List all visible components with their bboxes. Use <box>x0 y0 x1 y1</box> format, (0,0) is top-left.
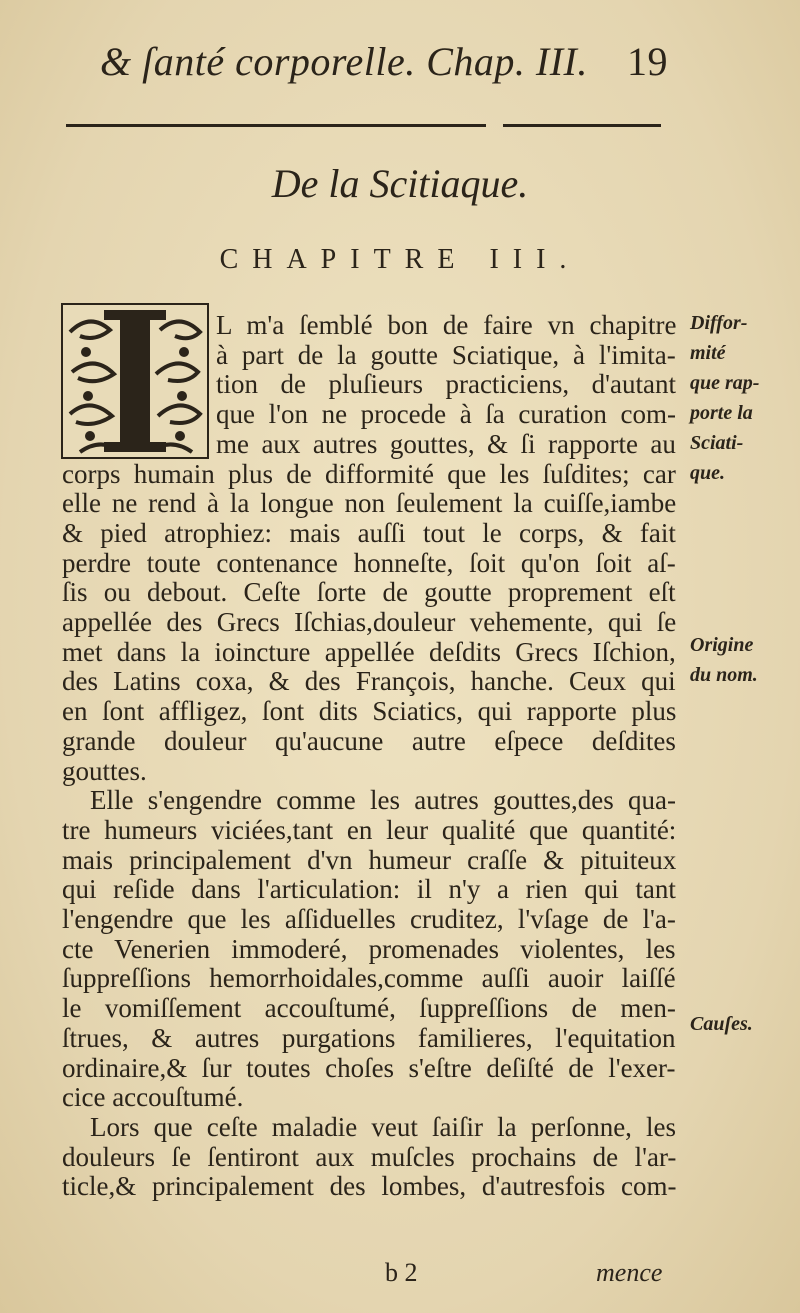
margin-note: Diffor- <box>690 312 748 334</box>
text-line: gouttes. <box>62 755 147 786</box>
text-line: Elle s'engendre comme les autres gouttes,des qua- <box>90 785 676 816</box>
text-line: ſis ou debout. Ceſte ſorte de goutte proprement eſt <box>62 577 676 608</box>
text-line: cte Venerien immoderé, promenades violentes, les <box>62 933 676 964</box>
margin-note: du nom. <box>690 664 758 686</box>
text-line: que l'on ne procede à ſa curation com- <box>216 399 676 430</box>
header-rule-right <box>503 124 661 127</box>
catchword: mence <box>596 1258 663 1287</box>
text-line: qui reſide dans l'articulation: il n'y a rien qui tant <box>62 874 676 905</box>
text-line: L m'a ſemblé bon de faire vn chapitre <box>216 310 677 340</box>
text-line: le vomiſſement accouſtumé, ſuppreſſions de men- <box>62 993 676 1024</box>
text-line: Lors que ceſte maladie veut ſaiſir la perſonne, les <box>90 1111 677 1142</box>
margin-note: Cauſes. <box>690 1013 753 1035</box>
text-line: douleurs ſe ſentiront aux muſcles prochains de l'ar- <box>62 1141 677 1172</box>
text-line: ſuppreſſions hemorrhoidales,comme auſſi auoir laiſſé <box>62 963 676 994</box>
signature-mark: b 2 <box>385 1258 418 1287</box>
text-line: me aux autres gouttes, & ſi rapporte au <box>216 428 676 459</box>
text-line: appellée des Grecs Iſchias,douleur vehemente, qui ſe <box>62 607 677 637</box>
text-line: tre humeurs viciées,tant en leur qualité que quantité: <box>62 814 677 845</box>
text-line: à part de la goutte Sciatique, à l'imita- <box>216 339 676 370</box>
text-line: mais principalement d'vn humeur craſſe & pituiteux <box>62 844 677 875</box>
text-line: grande douleur qu'aucune autre eſpece deſdites <box>62 725 676 756</box>
margin-note: porte la <box>690 402 753 424</box>
page-number: 19 <box>627 39 668 84</box>
text-line: corps humain plus de difformité que les ſuſdites; car <box>62 458 676 489</box>
text-line: tion de pluſieurs practiciens, d'autant <box>216 369 676 400</box>
margin-note: Origine <box>690 634 754 656</box>
running-head <box>100 38 668 85</box>
chapter-title: De la Scitiaque. <box>271 161 529 206</box>
margin-note: mité <box>690 342 726 364</box>
text-line: perdre toute contenance honneſte, ſoit qu'on ſoit aſ- <box>62 547 676 578</box>
chapter-number: CHAPITRE III. <box>219 244 581 275</box>
text-line: l'engendre que les aſſiduelles cruditez, l'vſage de l'a- <box>62 904 676 934</box>
text-line: ticle,& principalement des lombes, d'autresfois com- <box>62 1171 677 1202</box>
margin-note: Sciati- <box>690 432 744 454</box>
margin-note: que rap- <box>690 372 760 394</box>
text-line: ordinaire,& ſur toutes choſes s'eſtre deſiſté de l'exer- <box>62 1052 676 1083</box>
text-line: des Latins coxa, & des François, hanche. Ceux qui <box>62 666 676 697</box>
text-line: elle ne rend à la longue non ſeulement la cuiſſe,iambe <box>62 488 677 519</box>
margin-note: que. <box>690 462 725 484</box>
header-rule-left <box>66 124 486 127</box>
text-line: ſtrues, & autres purgations familieres, l'equitation <box>62 1022 676 1053</box>
text-line: cice accouſtumé. <box>62 1082 244 1113</box>
text-line: en ſont affligez, ſont dits Sciatics, qui rapporte plus <box>62 696 677 727</box>
text-line: met dans la ioincture appellée deſdits Grecs Iſchion, <box>62 636 676 667</box>
text-line: & pied atrophiez: mais auſſi tout le corps, & fait <box>62 517 676 548</box>
running-head-title: & ſanté corporelle. Chap. III. <box>100 39 588 84</box>
decorated-initial-icon <box>60 302 210 460</box>
